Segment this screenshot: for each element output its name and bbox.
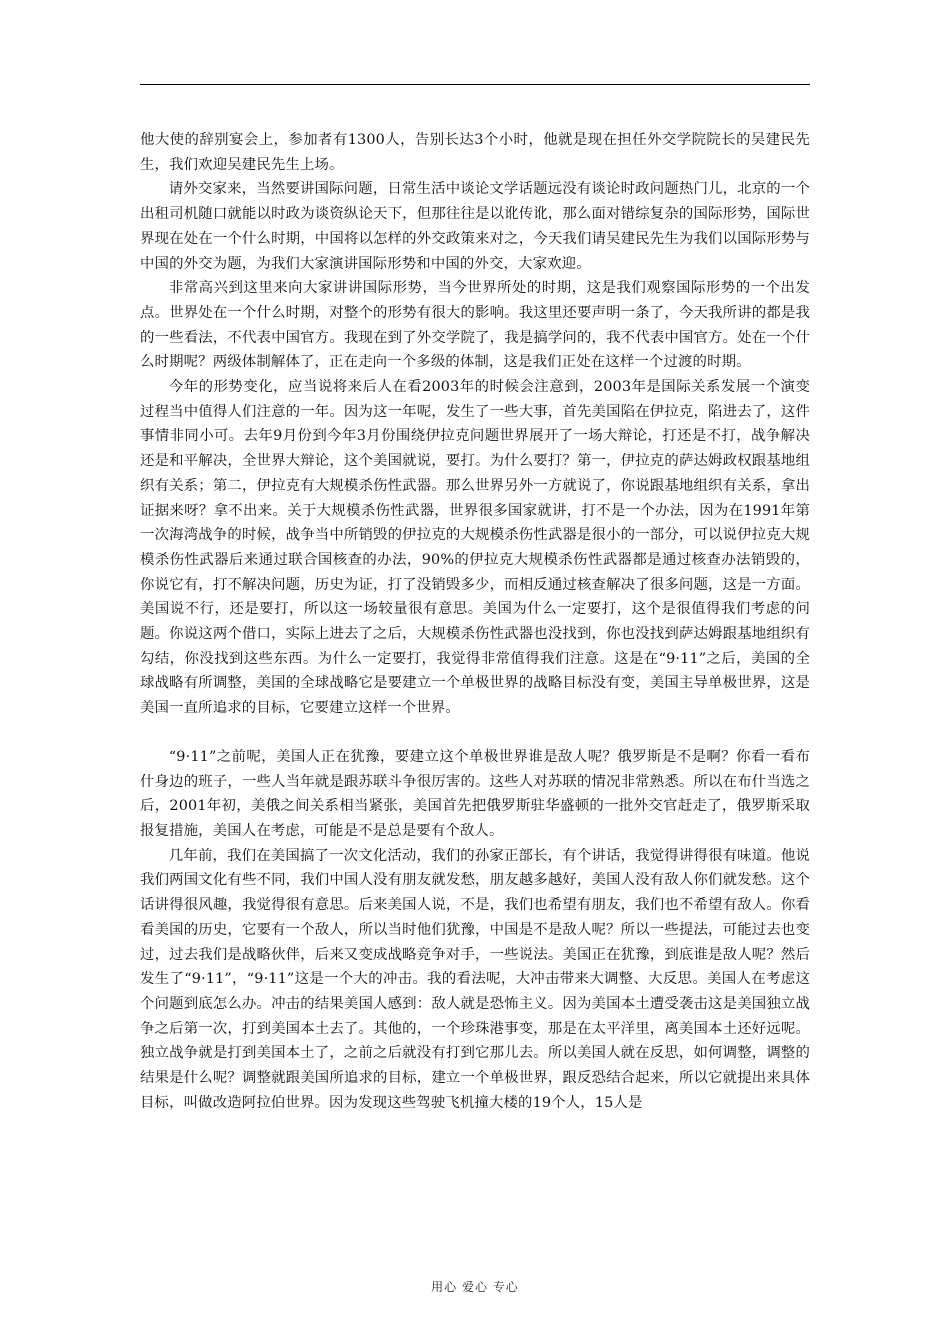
header-rule (140, 84, 810, 85)
paragraph-6: 几年前，我们在美国搞了一次文化活动，我们的孙家正部长，有个讲话，我觉得讲得很有味道。他说我们两国文化有些不同，我们中国人没有朋友就发愁，朋友越多越好，美国人没有敌人你们就发愁。这个话讲得很风趣，我觉得很有意思。后来美国人说，不是，我们也希望有朋友，我们也不希望有敌人。你看看美国的历史，它要有一个敌人，所以当时他们犹豫，中国是不是敌人呢？所以一些提法，可能过去也变过，过去我们是战略伙伴，后来又变成战略竞争对手，一些说法。美国正在犹豫，到底谁是敌人呢？然后发生了“9·11”，“9·11”这是一个大的冲击。我的看法呢，大冲击带来大调整、大反思。美国人在考虑这个问题到底怎么办。冲击的结果美国人感到：敌人就是恐怖主义。因为美国本土遭受袭击这是美国独立战争之后第一次，打到美国本土去了。其他的，一个珍珠港事变，那是在太平洋里，离美国本土还好远呢。独立战争就是打到美国本土了，之前之后就没有打到它那儿去。所以美国人就在反思，如何调整，调整的结果是什么呢？调整就跟美国所追求的目标，建立一个单极世界，跟反恐结合起来，所以它就提出来具体目标，叫做改造阿拉伯世界。因为发现这些驾驶飞机撞大楼的19个人，15人是 (140, 847, 810, 1111)
body-text (140, 128, 810, 1115)
paragraph-5: “9·11”之前呢，美国人正在犹豫，要建立这个单极世界谁是敌人呢？俄罗斯是不是啊？你看一看布什身边的班子，一些人当年就是跟苏联斗争很厉害的。这些人对苏联的情况非常熟悉。所以在布什当选之后，2001年初，美俄之间关系相当紧张，美国首先把俄罗斯驻华盛顿的一批外交官赶走了，俄罗斯采取报复措施，美国人在考虑，可能是不是总是要有个敌人。 (140, 748, 810, 839)
paragraph-4: 今年的形势变化，应当说将来后人在看2003年的时候会注意到，2003年是国际关系发展一个演变过程当中值得人们注意的一年。因为这一年呢，发生了一些大事，首先美国陷在伊拉克，陷进去了，这件事情非同小可。去年9月份到今年3月份围绕伊拉克问题世界展开了一场大辩论，打还是不打，战争解决还是和平解决，全世界大辩论，这个美国就说，要打。为什么要打？第一，伊拉克的萨达姆政权跟基地组织有关系；第二，伊拉克有大规模杀伤性武器。那么世界另外一方就说了，你说跟基地组织有关系，拿出证据来呀？拿不出来。关于大规模杀伤性武器，世界很多国家就讲，打不是一个办法，因为在1991年第一次海湾战争的时候，战争当中所销毁的伊拉克的大规模杀伤性武器是很小的一部分，可以说伊拉克大规模杀伤性武器后来通过联合国核查的办法，90%的伊拉克大规模杀伤性武器都是通过核查办法销毁的，你说它有，打不解决问题，历史为证，打了没销毁多少，而相反通过核查解决了很多问题，这是一方面。美国说不行，还是要打，所以这一场较量很有意思。美国为什么一定要打，这个是很值得我们考虑的问题。你说这两个借口，实际上进去了之后，大规模杀伤性武器也没找到，你也没找到萨达姆跟基地组织有勾结，你没找到这些东西。为什么一定要打，我觉得非常值得我们注意。这是在“9·11”之后，美国的全球战略有所调整，美国的全球战略它是要建立一个单极世界的战略目标没有变，美国主导单极世界，这是美国一直所追求的目标，它要建立这样一个世界。 (140, 379, 810, 717)
paragraph-3: 非常高兴到这里来向大家讲讲国际形势，当今世界所处的时期，这是我们观察国际形势的一个出发点。世界处在一个什么时期，对整个的形势有很大的影响。我这里还要声明一条了，今天我所讲的都是我的一些看法，不代表中国官方。我现在到了外交学院了，我是搞学问的，我不代表中国官方。处在一个什么时期呢？两级体制解体了，正在走向一个多级的体制，这是我们正处在这样一个过渡的时期。 (140, 280, 810, 371)
paragraph-1: 他大使的辞别宴会上，参加者有1300人，告别长达3个小时，他就是现在担任外交学院院长的吴建民先生，我们欢迎吴建民先生上场。 (140, 132, 810, 173)
page-footer: 用心 爱心 专心 (431, 1280, 519, 1294)
paragraph-2: 请外交家来，当然要讲国际问题，日常生活中谈论文学话题远没有谈论时政问题热门儿，北京的一个出租司机随口就能以时政为谈资纵论天下，但那往往是以讹传讹，那么面对错综复杂的国际形势，国际世界现在处在一个什么时期，中国将以怎样的外交政策来对之，今天我们请吴建民先生为我们以国际形势与中国的外交为题，为我们大家演讲国际形势和中国的外交，大家欢迎。 (140, 181, 810, 272)
